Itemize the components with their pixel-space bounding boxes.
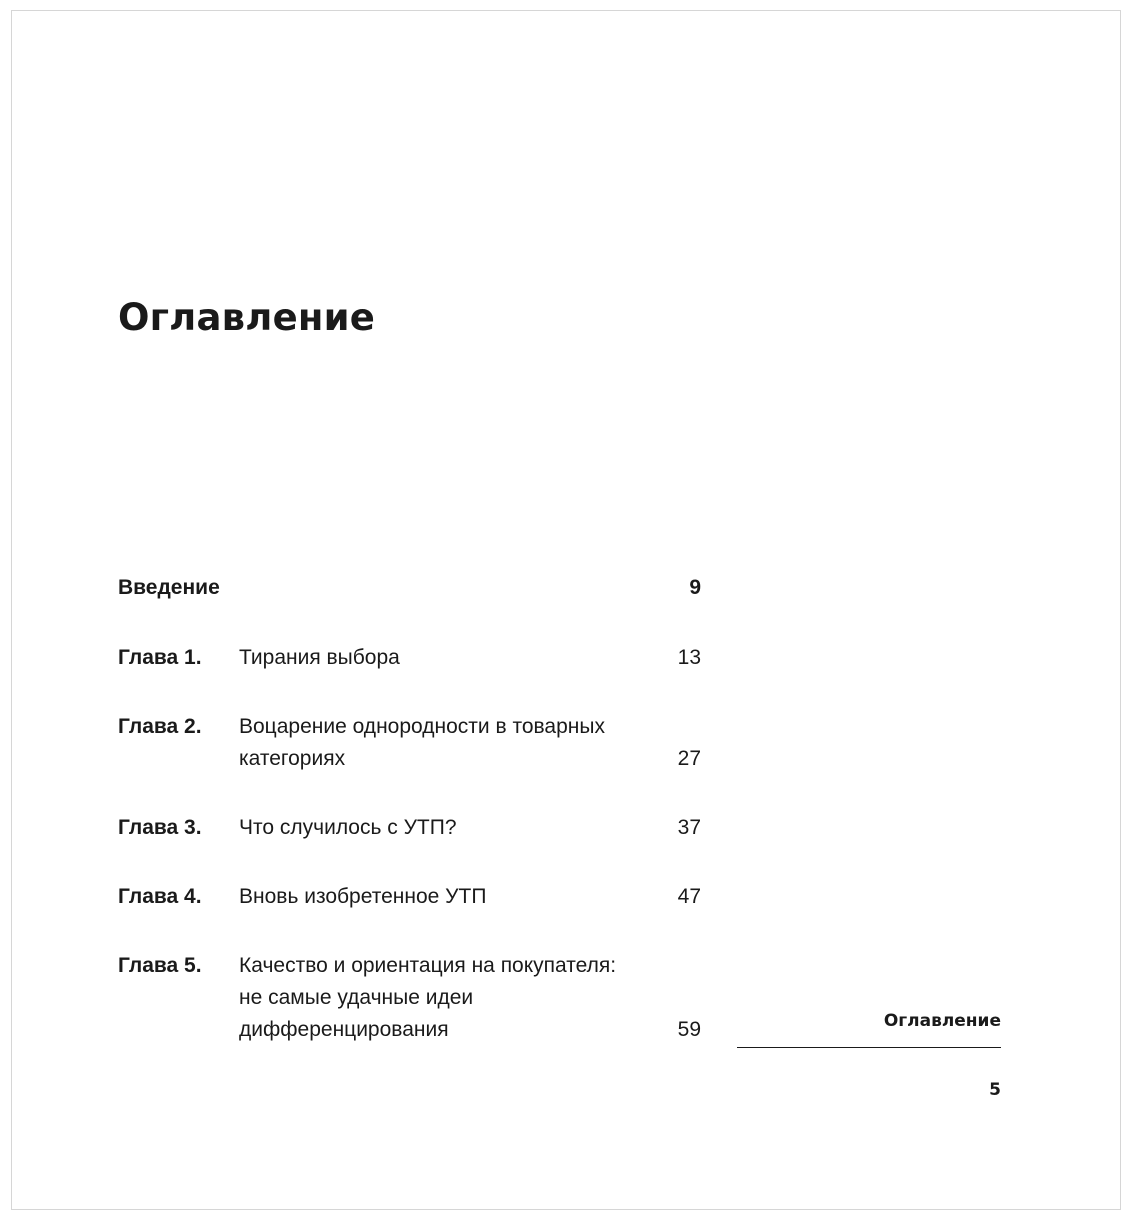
chapter-page-number: 47 (677, 885, 701, 908)
toc-entry-chapter-5[interactable] (118, 950, 703, 1046)
page-title: Оглавление (118, 296, 376, 339)
chapter-page-number: 27 (677, 747, 701, 770)
chapter-label: Глава 3. (118, 816, 202, 839)
chapter-title (239, 950, 669, 1046)
chapter-title-line: дифференцирования (239, 1018, 449, 1041)
chapter-title-line: Вновь изобретенное УТП (239, 885, 487, 908)
chapter-title-line: не самые удачные идеи (239, 986, 474, 1009)
toc-entry-chapter-4[interactable] (118, 881, 703, 913)
chapter-label: Глава 2. (118, 715, 202, 738)
toc-entry-chapter-2[interactable] (118, 711, 703, 775)
chapter-title (239, 711, 669, 775)
chapter-title-line: Качество и ориентация на покупателя: (239, 954, 617, 977)
chapter-page-number: 59 (677, 1018, 701, 1041)
toc-entry-chapter-3[interactable] (118, 812, 703, 844)
toc-intro-label: Введение (118, 576, 220, 599)
table-of-contents (118, 572, 703, 1083)
chapter-page-number: 13 (677, 646, 701, 669)
toc-intro-page: 9 (689, 576, 701, 599)
chapter-title-line: категориях (239, 747, 346, 770)
chapter-title-line: Что случилось с УТП? (239, 816, 457, 839)
chapter-title (239, 881, 669, 913)
page-number: 5 (989, 1080, 1001, 1100)
toc-entry-chapter-1[interactable] (118, 642, 703, 674)
chapter-label: Глава 4. (118, 885, 202, 908)
chapter-label: Глава 5. (118, 954, 202, 977)
chapter-page-number: 37 (677, 816, 701, 839)
toc-entry-intro[interactable] (118, 572, 703, 606)
chapter-title-line: Воцарение однородности в товарных (239, 715, 605, 738)
running-header: Оглавление (883, 1011, 1001, 1031)
chapter-title (239, 812, 669, 844)
chapter-title (239, 642, 669, 674)
chapter-label: Глава 1. (118, 646, 202, 669)
chapter-title-line: Тирания выбора (239, 646, 400, 669)
header-rule-divider (737, 1047, 1001, 1048)
